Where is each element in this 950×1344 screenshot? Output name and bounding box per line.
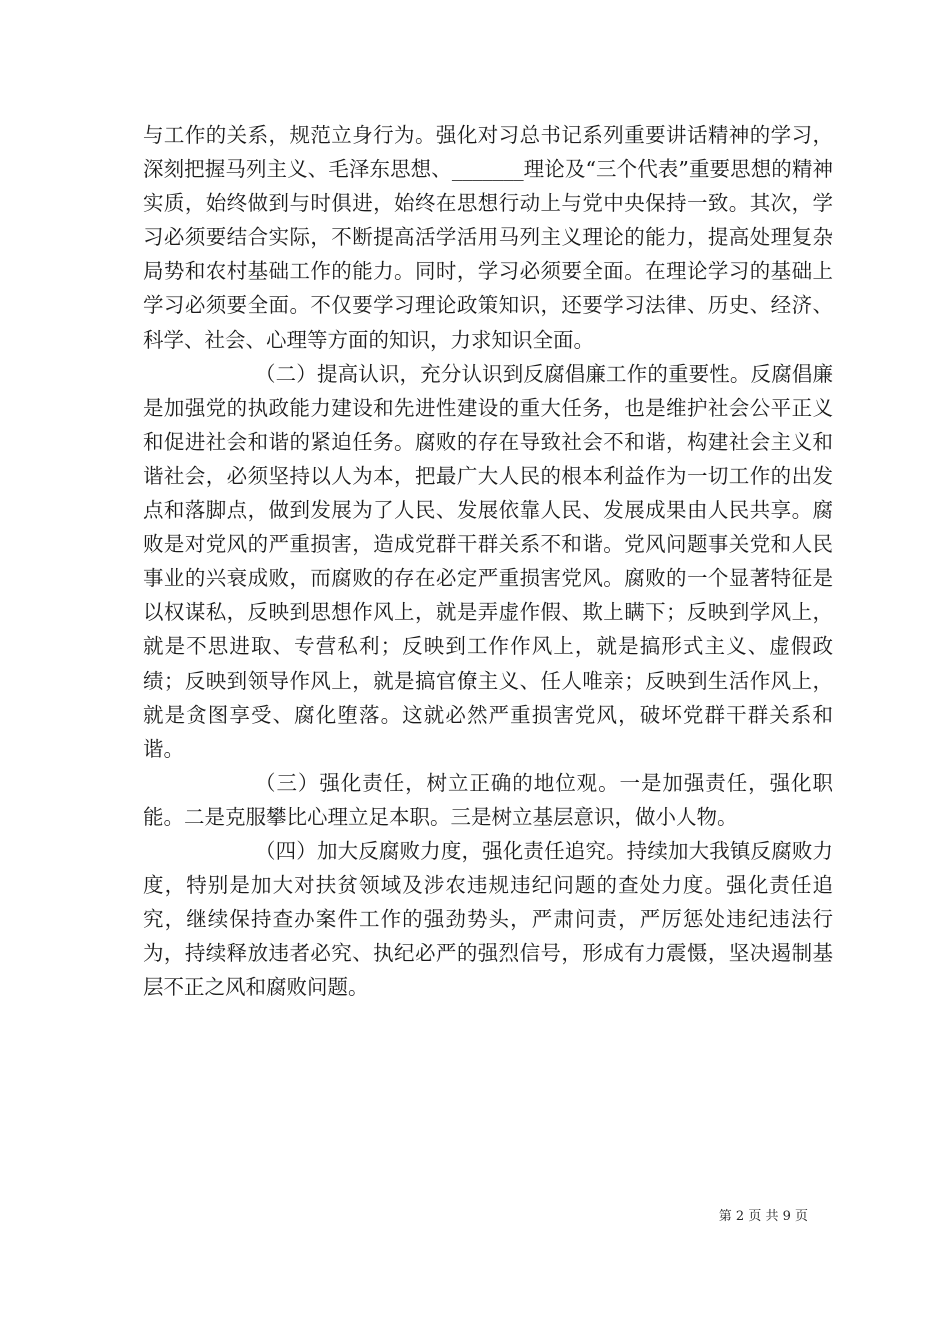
paragraph-continuation: 与工作的关系，规范立身行为。强化对习总书记系列重要讲话精神的学习，深刻把握马列主义、毛泽东思想、_______理论及“三个代表”重要思想的精神实质，始终做到与时俱进，始终在思想行动上与党中央保持一致。其次，学习必须要结合实际，不断提高活学活用马列主义理论的能力，提高处理复杂局势和农村基础工作的能力。同时，学习必须要全面。在理论学习的基础上学习必须要全面。不仅要学习理论政策知识，还要学习法律、历史、经济、科学、社会、心理等方面的知识，力求知识全面。 — [143, 123, 833, 352]
document-body — [143, 118, 833, 1004]
paragraph-section-4: （四）加大反腐败力度，强化责任追究。持续加大我镇反腐败力度，特别是加大对扶贫领域及涉农违规违纪问题的查处力度。强化责任追究，继续保持查办案件工作的强劲势头，严肃问责，严厉惩处违纪违法行为，持续释放违者必究、执纪必严的强烈信号，形成有力震慑，坚决遏制基层不正之风和腐败问题。 — [143, 838, 833, 1000]
paragraph-section-3: （三）强化责任，树立正确的地位观。一是加强责任，强化职能。二是克服攀比心理立足本职。三是树立基层意识，做小人物。 — [143, 770, 833, 829]
page-number-footer: 第 2 页 共 9 页 — [718, 1209, 808, 1224]
paragraph-section-2: （二）提高认识，充分认识到反腐倡廉工作的重要性。反腐倡廉是加强党的执政能力建设和先进性建设的重大任务，也是维护社会公平正义和促进社会和谐的紧迫任务。腐败的存在导致社会不和谐，构建社会主义和谐社会，必须坚持以人为本，把最广大人民的根本利益作为一切工作的出发点和落脚点，做到发展为了人民、发展依靠人民、发展成果由人民共享。腐败是对党风的严重损害，造成党群干群关系不和谐。党风问题事关党和人民事业的兴衰成败，而腐败的存在必定严重损害党风。腐败的一个显著特征是以权谋私，反映到思想作风上，就是弄虚作假、欺上瞒下；反映到学风上，就是不思进取、专营私利；反映到工作作风上，就是搞形式主义、虚假政绩；反映到领导作风上，就是搞官僚主义、任人唯亲；反映到生活作风上，就是贪图享受、腐化堕落。这就必然严重损害党风，破坏党群干群关系和谐。 — [143, 361, 833, 761]
